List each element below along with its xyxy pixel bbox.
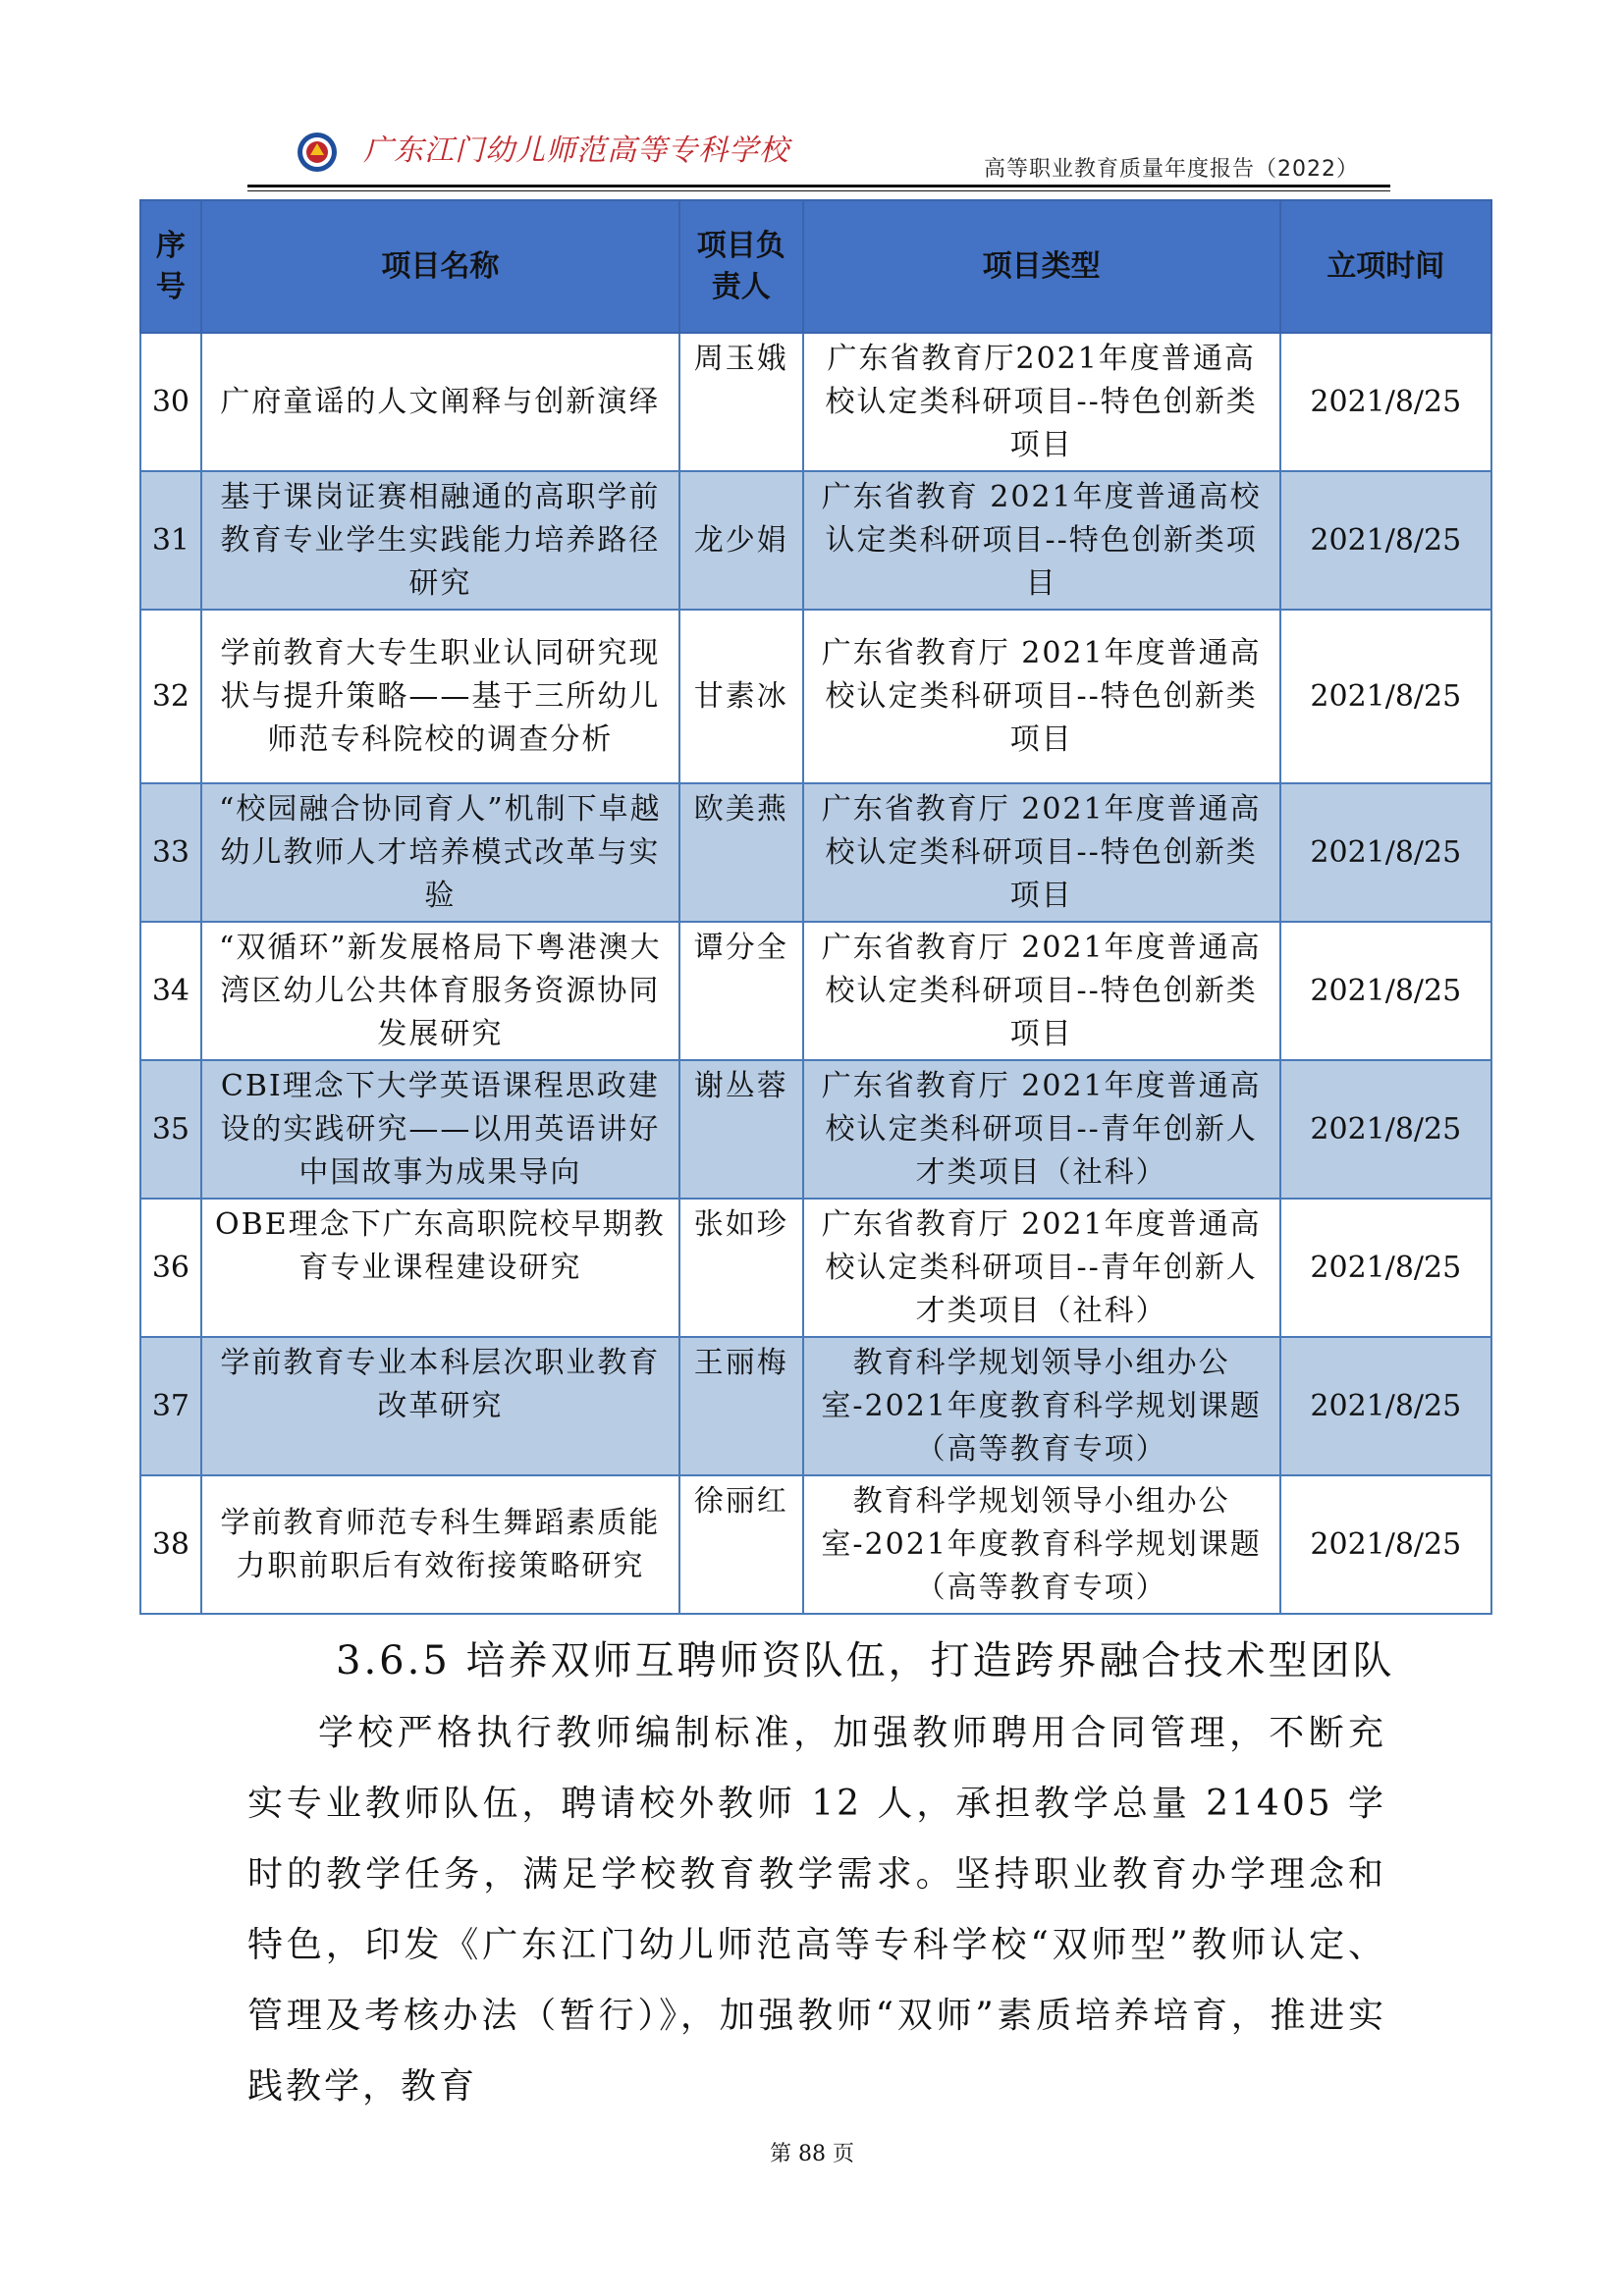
cell-type: 教育科学规划领导小组办公室-2021年度教育科学规划课题（高等教育专项） xyxy=(803,1475,1280,1614)
cell-date: 2021/8/25 xyxy=(1280,1337,1491,1475)
cell-leader: 谭分全 xyxy=(679,922,803,1060)
cell-name: 学前教育师范专科生舞蹈素质能力职前职后有效衔接策略研究 xyxy=(201,1475,679,1614)
cell-date: 2021/8/25 xyxy=(1280,922,1491,1060)
cell-no: 32 xyxy=(140,610,201,783)
table-row xyxy=(140,471,1491,610)
cell-name: CBI理念下大学英语课程思政建设的实践研究——以用英语讲好中国故事为成果导向 xyxy=(201,1060,679,1199)
cell-name: 学前教育大专生职业认同研究现状与提升策略——基于三所幼儿师范专科院校的调查分析 xyxy=(201,610,679,783)
cell-leader: 王丽梅 xyxy=(679,1337,803,1475)
cell-date: 2021/8/25 xyxy=(1280,1199,1491,1337)
cell-no: 31 xyxy=(140,471,201,610)
cell-name: 广府童谣的人文阐释与创新演绎 xyxy=(201,333,679,471)
table-row xyxy=(140,610,1491,783)
cell-type: 广东省教育厅2021年度普通高校认定类科研项目--特色创新类项目 xyxy=(803,333,1280,471)
column-header-name: 项目名称 xyxy=(201,200,679,333)
projects-table xyxy=(139,199,1492,1615)
cell-name: OBE理念下广东高职院校早期教育专业课程建设研究 xyxy=(201,1199,679,1337)
cell-leader: 周玉娥 xyxy=(679,333,803,471)
cell-no: 36 xyxy=(140,1199,201,1337)
cell-date: 2021/8/25 xyxy=(1280,471,1491,610)
table-row xyxy=(140,1060,1491,1199)
cell-no: 33 xyxy=(140,783,201,922)
column-header-no: 序号 xyxy=(140,200,201,333)
report-title: 高等职业教育质量年度报告（2022） xyxy=(984,157,1359,182)
table-row xyxy=(140,922,1491,1060)
table-row xyxy=(140,1475,1491,1614)
table-row xyxy=(140,1337,1491,1475)
cell-no: 37 xyxy=(140,1337,201,1475)
cell-date: 2021/8/25 xyxy=(1280,1475,1491,1614)
cell-no: 30 xyxy=(140,333,201,471)
cell-no: 34 xyxy=(140,922,201,1060)
page-number: 第 88 页 xyxy=(770,2142,854,2166)
cell-type: 广东省教育厅 2021年度普通高校认定类科研项目--青年创新人才类项目（社科） xyxy=(803,1060,1280,1199)
cell-date: 2021/8/25 xyxy=(1280,1060,1491,1199)
cell-leader: 谢丛蓉 xyxy=(679,1060,803,1199)
cell-leader: 甘素冰 xyxy=(679,610,803,783)
cell-type: 广东省教育厅 2021年度普通高校认定类科研项目--青年创新人才类项目（社科） xyxy=(803,1199,1280,1337)
cell-type: 广东省教育厅 2021年度普通高校认定类科研项目--特色创新类项目 xyxy=(803,610,1280,783)
cell-name: 基于课岗证赛相融通的高职学前教育专业学生实践能力培养路径研究 xyxy=(201,471,679,610)
cell-name: “双循环”新发展格局下粤港澳大湾区幼儿公共体育服务资源协同发展研究 xyxy=(201,922,679,1060)
column-header-leader: 项目负责人 xyxy=(679,200,803,333)
table-header-row xyxy=(140,200,1491,333)
page-header xyxy=(0,0,1624,196)
cell-name: 学前教育专业本科层次职业教育改革研究 xyxy=(201,1337,679,1475)
column-header-type: 项目类型 xyxy=(803,200,1280,333)
cell-leader: 欧美燕 xyxy=(679,783,803,922)
cell-no: 35 xyxy=(140,1060,201,1199)
cell-date: 2021/8/25 xyxy=(1280,333,1491,471)
header-rule-thin xyxy=(247,190,1390,191)
section-paragraph: 学校严格执行教师编制标准，加强教师聘用合同管理，不断充实专业教师队伍，聘请校外教师 12 人，承担教学总量 21405 学时的教学任务，满足学校教育教学需求。坚持职业教育办学理念和特色，印发《广东江门幼儿师范高等专科学校“双师型”教师认定、管理及考核办法（暂行）》，加强教师“双师”素质培养培育，推进实践教学，教育 xyxy=(247,1713,1386,2107)
cell-type: 教育科学规划领导小组办公室-2021年度教育科学规划课题（高等教育专项） xyxy=(803,1337,1280,1475)
cell-leader: 龙少娟 xyxy=(679,471,803,610)
cell-no: 38 xyxy=(140,1475,201,1614)
table-row xyxy=(140,333,1491,471)
cell-date: 2021/8/25 xyxy=(1280,783,1491,922)
school-name: 广东江门幼儿师范高等专科学校 xyxy=(363,133,789,168)
table-row xyxy=(140,783,1491,922)
school-logo-icon xyxy=(297,132,338,173)
table-row xyxy=(140,1199,1491,1337)
cell-date: 2021/8/25 xyxy=(1280,610,1491,783)
column-header-date: 立项时间 xyxy=(1280,200,1491,333)
cell-type: 广东省教育厅 2021年度普通高校认定类科研项目--特色创新类项目 xyxy=(803,922,1280,1060)
cell-type: 广东省教育厅 2021年度普通高校认定类科研项目--特色创新类项目 xyxy=(803,783,1280,922)
cell-name: “校园融合协同育人”机制下卓越幼儿教师人才培养模式改革与实验 xyxy=(201,783,679,922)
cell-leader: 张如珍 xyxy=(679,1199,803,1337)
section-heading: 3.6.5 培养双师互聘师资队伍，打造跨界融合技术型团队 xyxy=(336,1638,1395,1683)
cell-type: 广东省教育 2021年度普通高校认定类科研项目--特色创新类项目 xyxy=(803,471,1280,610)
cell-leader: 徐丽红 xyxy=(679,1475,803,1614)
header-rule xyxy=(247,185,1390,187)
